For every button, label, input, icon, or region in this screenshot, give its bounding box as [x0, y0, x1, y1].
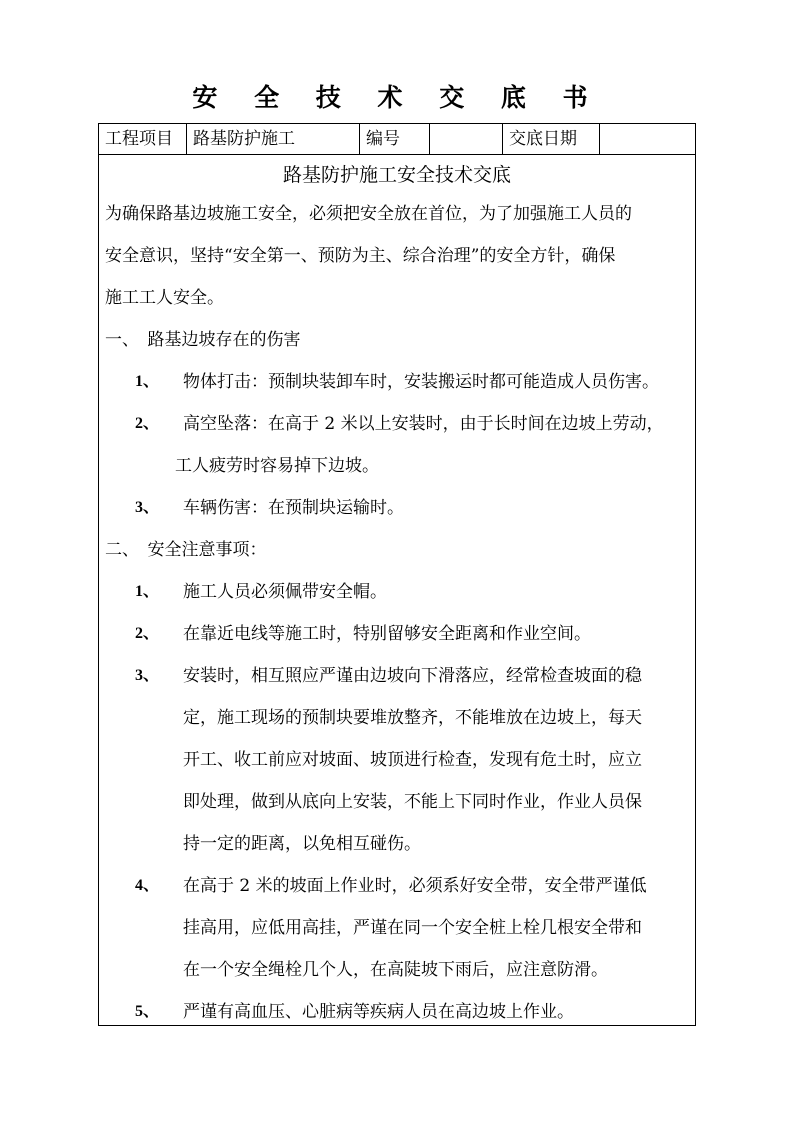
section-heading: 一、 路基边坡存在的伤害 [105, 330, 301, 350]
item-text: 开工、收工前应对坡面、坡顶进行检查，发现有危土时，应立 [183, 750, 642, 770]
item-text: 挂高用，应低用高挂，严谨在同一个安全桩上栓几根安全带和 [183, 918, 642, 938]
date-value [600, 124, 695, 154]
item-number: 1、 [135, 373, 160, 390]
item-text: 车辆伤害：在预制块运输时。 [183, 498, 404, 518]
item-text: 高空坠落：在高于 2 米以上安装时，由于长时间在边坡上劳动， [183, 414, 664, 434]
date-label: 交底日期 [503, 124, 600, 154]
project-value: 路基防护施工 [187, 124, 360, 154]
item-number: 3、 [135, 667, 160, 684]
intro-line: 为确保路基边坡施工安全，必须把安全放在首位，为了加强施工人员的 [105, 204, 632, 224]
intro-line: 施工工人安全。 [105, 288, 224, 308]
item-text: 施工人员必须佩带安全帽。 [183, 582, 387, 602]
disclosure-form [98, 123, 696, 1026]
item-text: 物体打击：预制块装卸车时，安装搬运时都可能造成人员伤害。 [183, 372, 659, 392]
item-number: 1、 [135, 583, 160, 600]
number-label: 编号 [360, 124, 430, 154]
form-header-row [99, 124, 695, 155]
item-number: 2、 [135, 415, 160, 432]
item-text: 工人疲劳时容易掉下边坡。 [175, 456, 379, 476]
section-heading: 二、 安全注意事项： [105, 540, 267, 560]
item-text: 在靠近电线等施工时，特别留够安全距离和作业空间。 [183, 624, 591, 644]
item-number: 2、 [135, 625, 160, 642]
item-text: 定，施工现场的预制块要堆放整齐，不能堆放在边坡上，每天 [183, 708, 642, 728]
item-number: 5、 [135, 1003, 160, 1020]
document-title: 安 全 技 术 交 底 书 [192, 83, 602, 112]
item-text: 即处理，做到从底向上安装，不能上下同时作业，作业人员保 [183, 792, 642, 812]
item-text: 安装时，相互照应严谨由边坡向下滑落应，经常检查坡面的稳 [183, 666, 642, 686]
item-text: 在一个安全绳栓几个人，在高陡坡下雨后，应注意防滑。 [183, 960, 608, 980]
intro-line: 安全意识，坚持“安全第一、预防为主、综合治理”的安全方针，确保 [105, 246, 616, 266]
item-text: 严谨有高血压、心脏病等疾病人员在高边坡上作业。 [183, 1002, 574, 1022]
item-text: 持一定的距离，以免相互碰伤。 [183, 834, 421, 854]
project-label: 工程项目 [99, 124, 187, 154]
content-subtitle: 路基防护施工安全技术交底 [282, 164, 511, 186]
item-text: 在高于 2 米的坡面上作业时，必须系好安全带，安全带严谨低 [183, 876, 647, 896]
item-number: 3、 [135, 499, 160, 516]
number-value [430, 124, 503, 154]
item-number: 4、 [135, 877, 160, 894]
